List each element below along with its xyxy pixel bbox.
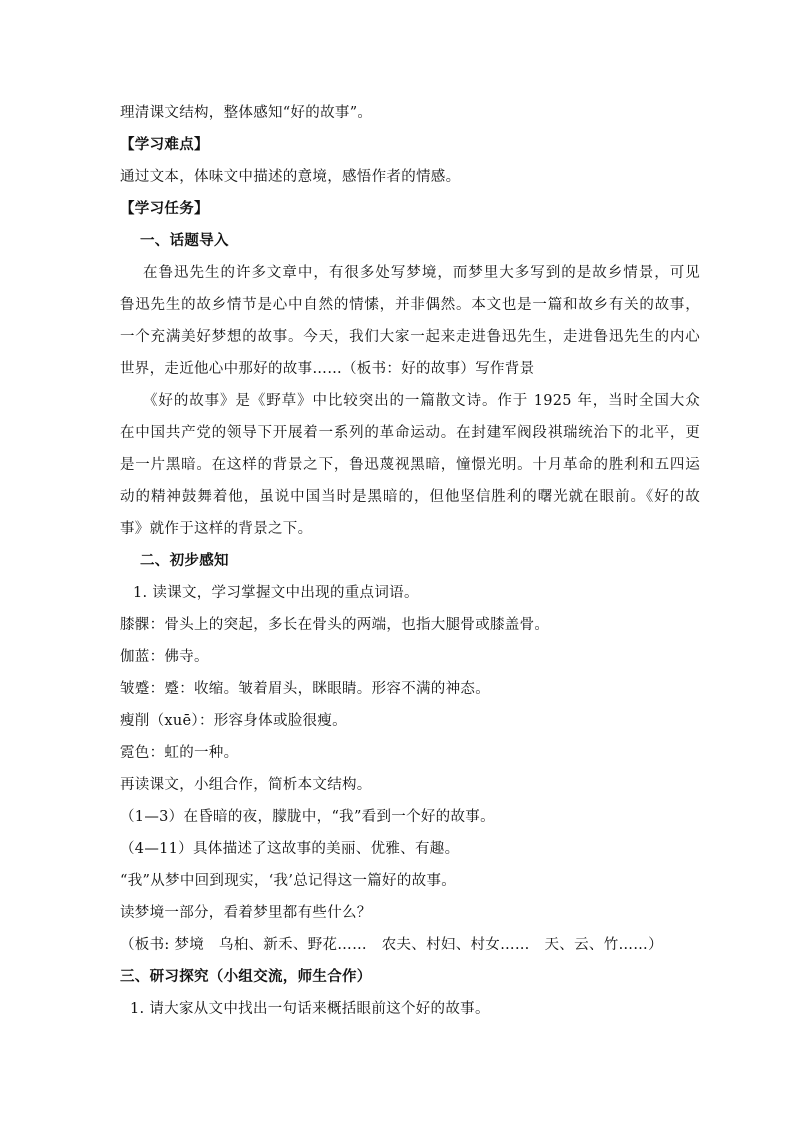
intro-para-line-1: 在鲁迅先生的许多文章中，有很多处写梦境，而梦里大多写到的是故乡情景，可见 <box>143 265 700 281</box>
structure-part-3: “我”从梦中回到现实，‘我’总记得这一篇好的故事。 <box>120 873 457 889</box>
intro-para-line-4: 世界，走近他心中那好的故事……（板书：好的故事）写作背景 <box>120 361 535 377</box>
task-3-1-text: 1. 请大家从文中找出一句话来概括眼前这个好的故事。 <box>130 1001 490 1017</box>
background-para-line-4: 动的精神鼓舞着他，虽说中国当时是黑暗的，但他坚信胜利的曙光就在眼前。《好的故 <box>120 489 700 505</box>
vocab-item-4: 瘦削（xuē）：形容身体或脸很瘦。 <box>120 713 347 729</box>
section-2-title: 二、初步感知 <box>140 552 229 569</box>
dream-question: 读梦境一部分，看着梦里都有些什么？ <box>120 905 372 921</box>
section-1-title: 一、话题导入 <box>140 232 229 249</box>
structure-part-2: （4—11）具体描述了这故事的美丽、优雅、有趣。 <box>120 841 460 857</box>
vocab-item-5: 霓色：虹的一种。 <box>120 745 239 761</box>
background-para-line-1: 《好的故事》是《野草》中比较突出的一篇散文诗。作于 1925 年，当时全国大众 <box>143 393 700 409</box>
structure-intro: 再读课文，小组合作，简析本文结构。 <box>120 777 372 793</box>
heading-difficulty: 【学习难点】 <box>120 136 209 153</box>
task-1-text: 1. 读课文，学习掌握文中出现的重点词语。 <box>133 585 419 601</box>
vocab-item-3: 皱蹙：蹙：收缩。皱着眉头，眯眼睛。形容不满的神态。 <box>120 681 490 697</box>
background-para-line-3: 是一片黑暗。在这样的背景之下，鲁迅蔑视黑暗，憧憬光明。十月革命的胜利和五四运 <box>120 457 700 473</box>
structure-part-1: （1—3）在昏暗的夜，朦胧中，“我”看到一个好的故事。 <box>120 809 495 825</box>
vocab-item-2: 伽蓝：佛寺。 <box>120 649 209 665</box>
objective-text: 理清课文结构，整体感知“好的故事”。 <box>120 105 373 121</box>
blackboard-notes: （板书: 梦境 乌桕、新禾、野花…… 农夫、村妇、村女…… 天、云、竹……） <box>120 937 663 953</box>
background-para-line-2: 在中国共产党的领导下开展着一系列的革命运动。在封建军阀段祺瑞统治下的北平，更 <box>120 425 700 441</box>
difficulty-text: 通过文本，体味文中描述的意境，感悟作者的情感。 <box>120 169 461 185</box>
vocab-item-1: 膝髁：骨头上的突起，多长在骨头的两端，也指大腿骨或膝盖骨。 <box>120 617 550 633</box>
intro-para-line-3: 一个充满美好梦想的故事。今天，我们大家一起来走进鲁迅先生，走进鲁迅先生的内心 <box>120 329 700 345</box>
heading-tasks: 【学习任务】 <box>120 200 209 217</box>
intro-para-line-2: 鲁迅先生的故乡情节是心中自然的情愫，并非偶然。本文也是一篇和故乡有关的故事， <box>120 297 700 313</box>
background-para-line-5: 事》就作于这样的背景之下。 <box>120 521 313 537</box>
section-3-title: 三、研习探究（小组交流，师生合作） <box>120 968 372 985</box>
